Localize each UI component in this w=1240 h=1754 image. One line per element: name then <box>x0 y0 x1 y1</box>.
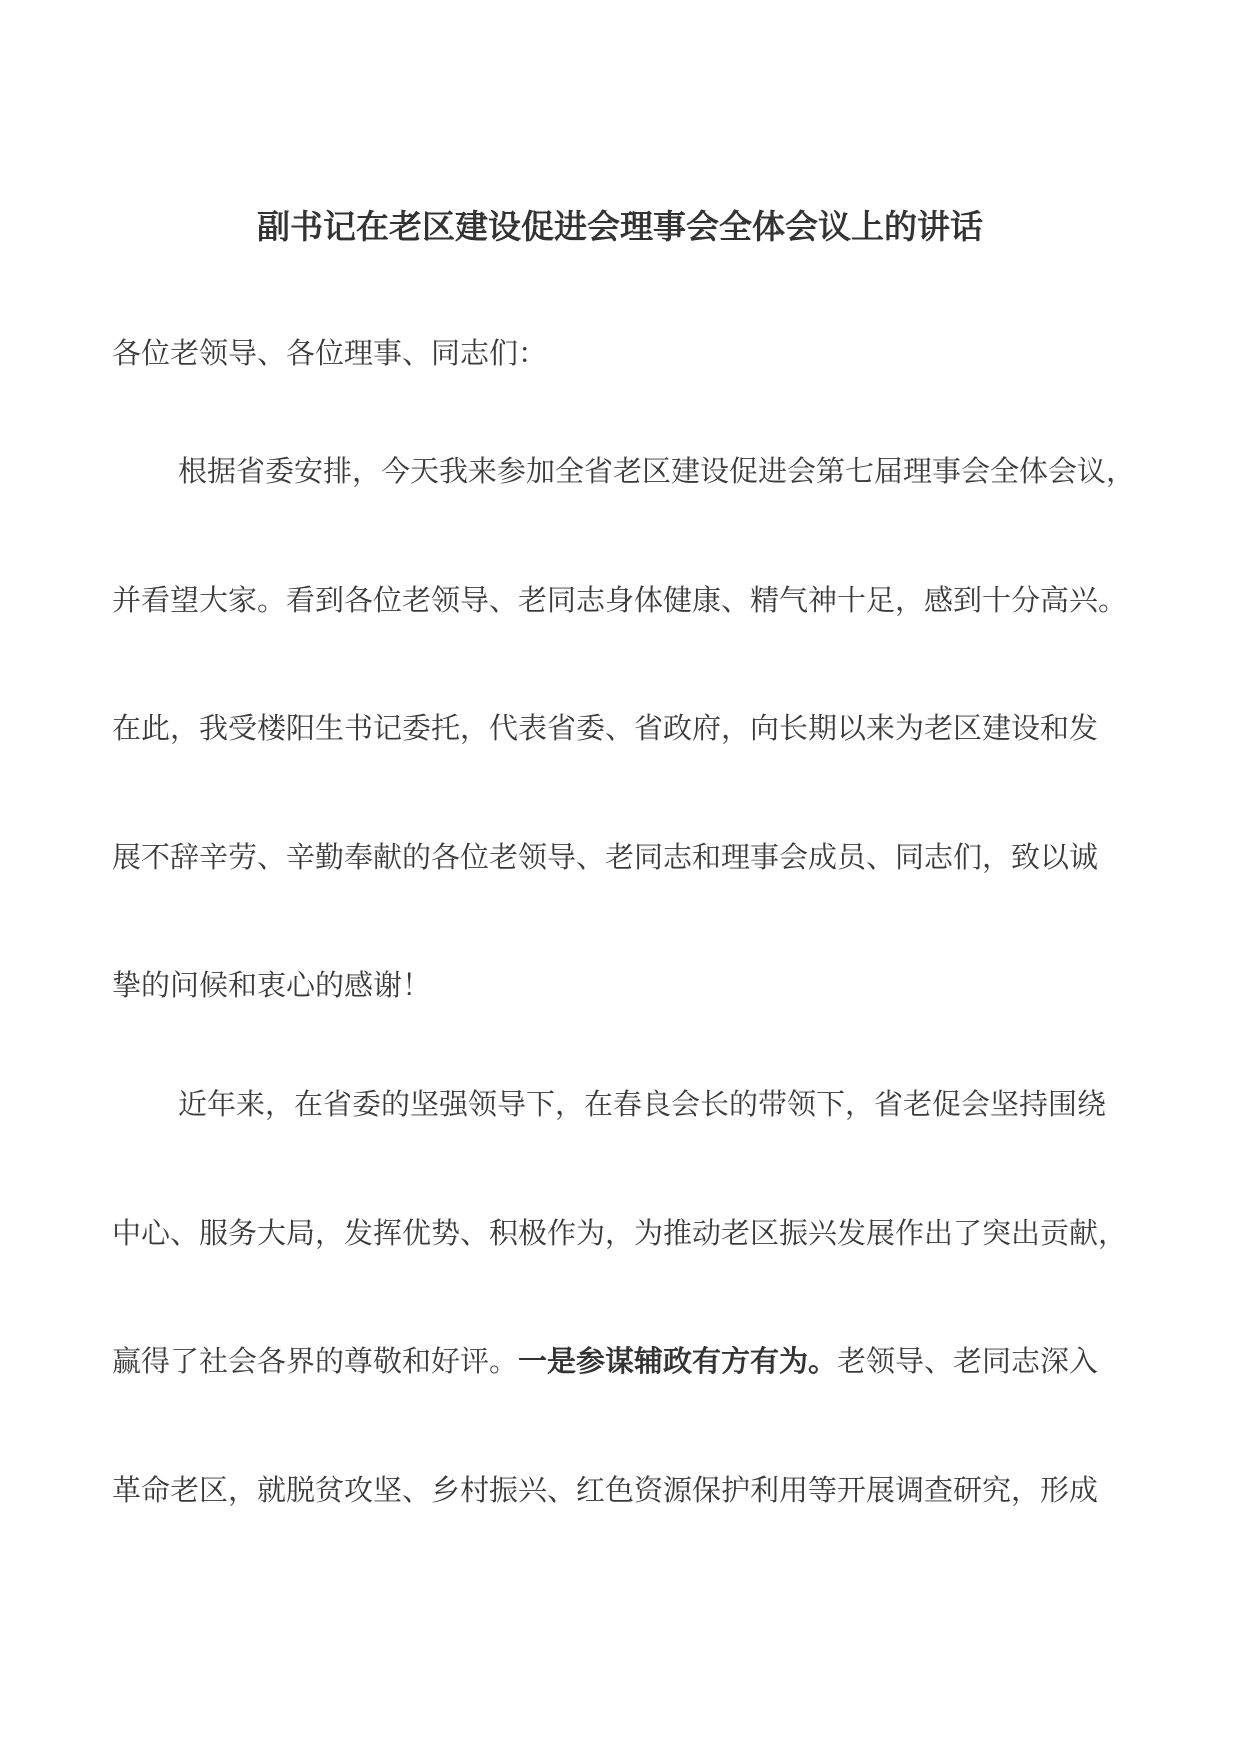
paragraph-line: 展不辞辛劳、辛勤奉献的各位老领导、老同志和理事会成员、同志们，致以诚 <box>112 840 1099 874</box>
paragraph-text: 赢得了社会各界的尊敬和好评。 <box>112 1344 519 1378</box>
paragraph-text: 老领导、老同志深入 <box>837 1344 1099 1378</box>
paragraph-line: 革命老区，就脱贫攻坚、乡村振兴、红色资源保护利用等开展调查研究，形成 <box>112 1473 1099 1507</box>
paragraph-line: 根据省委安排，今天我来参加全省老区建设促进会第七届理事会全体会议， <box>178 454 1136 488</box>
paragraph-line: 近年来，在省委的坚强领导下，在春良会长的带领下，省老促会坚持围绕 <box>178 1087 1107 1121</box>
paragraph-line-mixed <box>112 1341 1152 1381</box>
paragraph-line: 在此，我受楼阳生书记委托，代表省委、省政府，向长期以来为老区建设和发 <box>112 711 1099 745</box>
paragraph-line: 挚的问候和衷心的感谢！ <box>112 968 432 1002</box>
paragraph-line: 中心、服务大局，发挥优势、积极作为，为推动老区振兴发展作出了突出贡献， <box>112 1216 1128 1250</box>
bold-heading-phrase: 一是参谋辅政有方有为。 <box>518 1344 838 1378</box>
document-title: 副书记在老区建设促进会理事会全体会议上的讲话 <box>257 207 983 246</box>
salutation: 各位老领导、各位理事、同志们： <box>112 336 548 370</box>
paragraph-line: 并看望大家。看到各位老领导、老同志身体健康、精气神十足，感到十分高兴。 <box>112 583 1128 617</box>
